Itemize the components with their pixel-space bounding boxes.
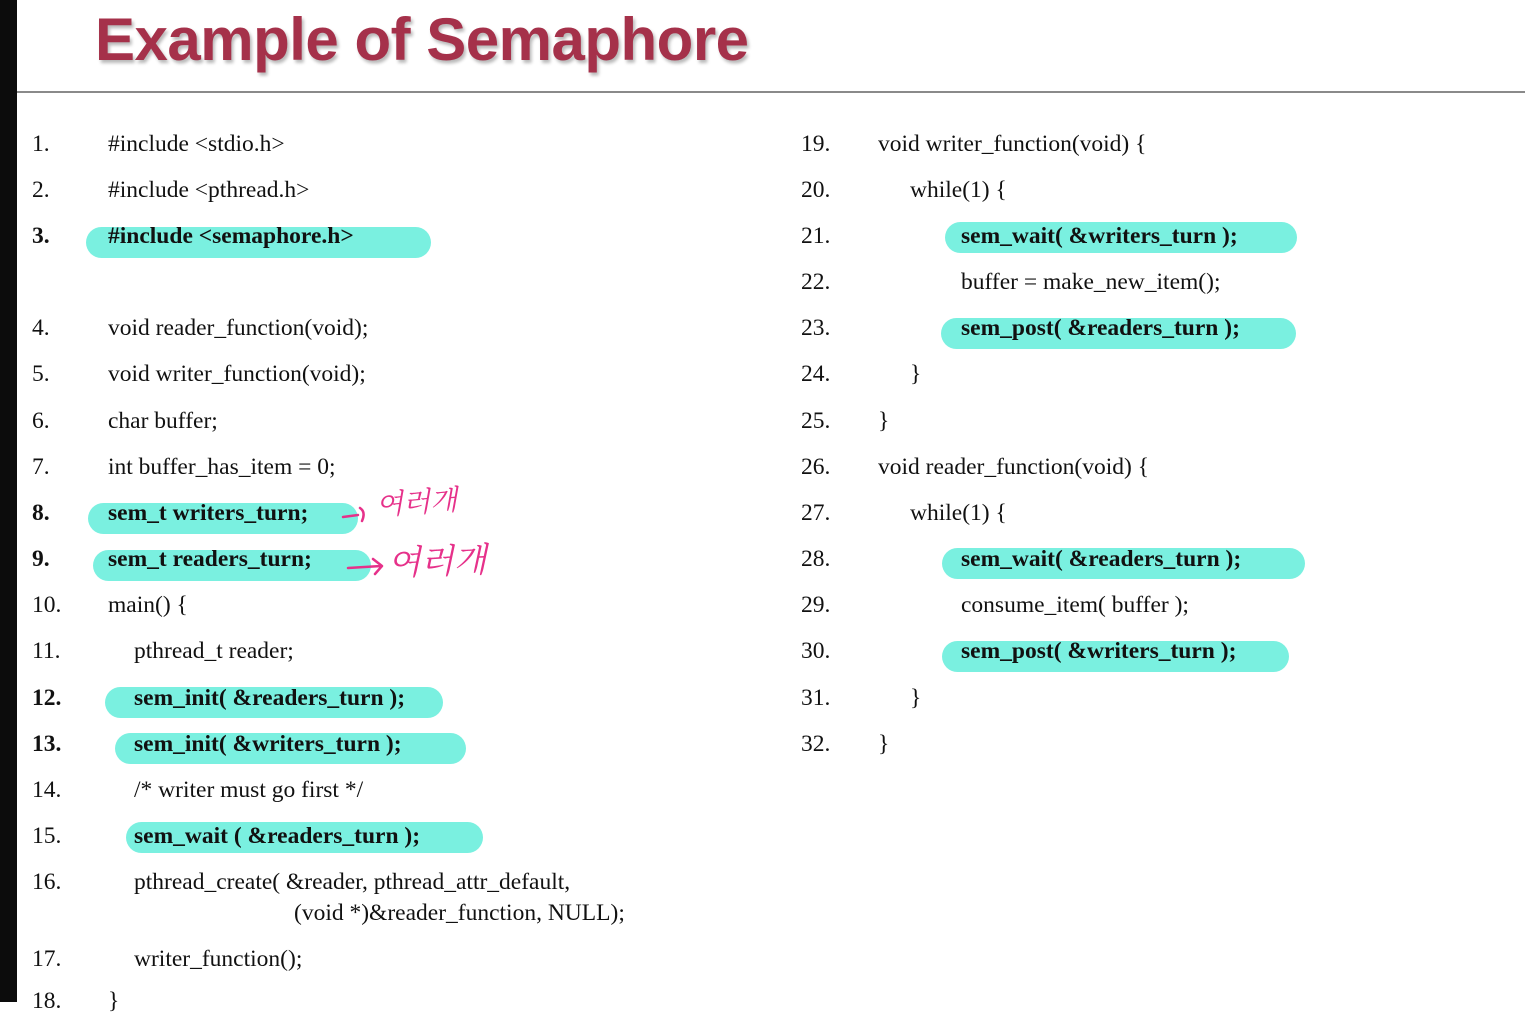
code-line: #include <pthread.h>: [108, 177, 310, 203]
code-line: sem_post( &writers_turn );: [961, 638, 1237, 664]
code-line: void reader_function(void) {: [878, 454, 1149, 480]
line-number: 15.: [32, 823, 62, 849]
line-number: 20.: [801, 177, 831, 203]
line-number: 9.: [32, 546, 50, 572]
code-line: }: [910, 361, 922, 387]
code-line: int buffer_has_item = 0;: [108, 454, 336, 480]
line-number: 18.: [32, 988, 62, 1014]
handwritten-arrow-line-8: [340, 500, 380, 530]
code-line: }: [878, 408, 890, 434]
code-line: sem_init( &writers_turn );: [134, 731, 402, 757]
code-line: }: [878, 731, 890, 757]
line-number: 2.: [32, 177, 50, 203]
line-number: 25.: [801, 408, 831, 434]
line-number: 19.: [801, 131, 831, 157]
line-number: 21.: [801, 223, 831, 249]
line-number: 32.: [801, 731, 831, 757]
line-number: 10.: [32, 592, 62, 618]
code-line: char buffer;: [108, 408, 218, 434]
line-number: 4.: [32, 315, 50, 341]
line-number: 14.: [32, 777, 62, 803]
handwritten-arrow-line-9: [345, 552, 390, 582]
code-line: void reader_function(void);: [108, 315, 369, 341]
line-number: 17.: [32, 946, 62, 972]
code-line: /* writer must go first */: [134, 777, 364, 803]
line-number: 6.: [32, 408, 50, 434]
code-line: consume_item( buffer );: [961, 592, 1189, 618]
code-line: void writer_function(void);: [108, 361, 366, 387]
code-line: pthread_t reader;: [134, 638, 294, 664]
line-number: 8.: [32, 500, 50, 526]
code-line: #include <semaphore.h>: [108, 223, 354, 249]
code-line: while(1) {: [910, 177, 1007, 203]
code-line: sem_t readers_turn;: [108, 546, 312, 572]
line-number: 16.: [32, 869, 62, 895]
code-line: }: [108, 988, 120, 1014]
line-number: 30.: [801, 638, 831, 664]
line-number: 11.: [32, 638, 61, 664]
line-number: 5.: [32, 361, 50, 387]
code-line: buffer = make_new_item();: [961, 269, 1221, 295]
line-number: 28.: [801, 546, 831, 572]
line-number: 12.: [32, 685, 62, 711]
line-number: 27.: [801, 500, 831, 526]
line-number: 23.: [801, 315, 831, 341]
line-number: 13.: [32, 731, 62, 757]
code-line: main() {: [108, 592, 188, 618]
code-line: sem_post( &readers_turn );: [961, 315, 1240, 341]
code-line: void writer_function(void) {: [878, 131, 1147, 157]
code-line: }: [910, 685, 922, 711]
code-line: sem_init( &readers_turn );: [134, 685, 406, 711]
line-number: 31.: [801, 685, 831, 711]
code-line: writer_function();: [134, 946, 303, 972]
line-number: 29.: [801, 592, 831, 618]
line-number: 7.: [32, 454, 50, 480]
code-line: sem_wait( &readers_turn );: [961, 546, 1242, 572]
handwritten-note-line-9: 여러개: [387, 540, 488, 584]
code-line: sem_t writers_turn;: [108, 500, 309, 526]
code-line: sem_wait ( &readers_turn );: [134, 823, 421, 849]
title-divider: [17, 91, 1525, 93]
line-number: 24.: [801, 361, 831, 387]
code-line: sem_wait( &writers_turn );: [961, 223, 1238, 249]
handwritten-note-line-8: 여러개: [374, 483, 459, 522]
code-line: while(1) {: [910, 500, 1007, 526]
slide-title: Example of Semaphore: [95, 6, 749, 73]
line-number: 22.: [801, 269, 831, 295]
line-number: 26.: [801, 454, 831, 480]
code-line: pthread_create( &reader, pthread_attr_default,: [134, 869, 571, 895]
code-line: #include <stdio.h>: [108, 131, 285, 157]
window-edge: [0, 0, 17, 1002]
line-number: 1.: [32, 131, 50, 157]
line-number: 3.: [32, 223, 50, 249]
code-line-continuation: (void *)&reader_function, NULL);: [294, 900, 625, 926]
